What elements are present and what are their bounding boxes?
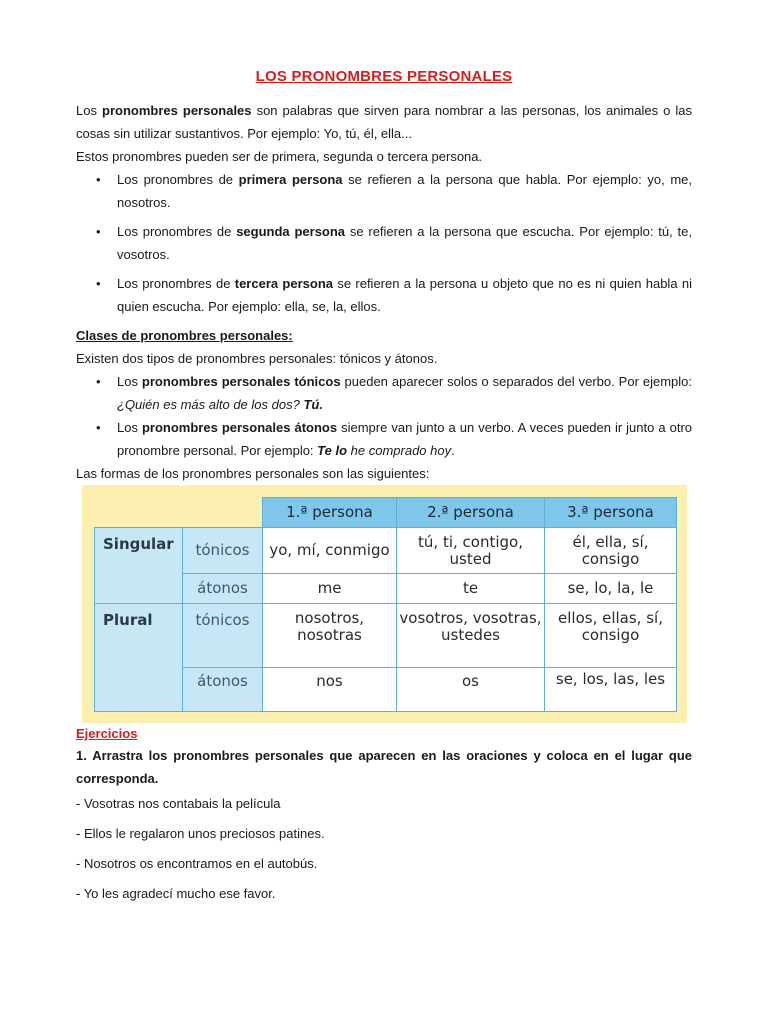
table-cell: tú, ti, contigo, usted [397,528,545,574]
item-text: Los pronombres de [117,172,239,187]
list-item [76,370,692,416]
example-italic: he comprado hoy [347,443,452,458]
exercise-line: - Vosotras nos contabais la película [76,796,281,811]
intro-bold: pronombres personales [102,103,252,118]
pronoun-table-figure [82,485,687,723]
table-cell: nosotros, nosotras [263,604,397,668]
bullet-icon: • [96,172,101,187]
table-header-row [95,498,677,528]
example-bold-italic: Te lo [317,443,348,458]
item-bold: primera persona [238,172,343,187]
sub-label: átonos [183,574,263,604]
item-bold: pronombres personales átonos [141,420,338,435]
row-label-plural: Plural [95,604,183,712]
exercises-heading: Ejercicios [76,726,138,741]
intro-text: Los [76,103,102,118]
table-cell: os [397,668,545,712]
bullet-icon: • [96,374,101,389]
exercises-section [76,726,692,912]
exercise-line: - Yo les agradecí mucho ese favor. [76,886,276,901]
document-page [76,68,692,485]
table-corner [95,498,263,528]
header-cell: 3.ª persona [545,498,677,528]
item-text: siempre van junto a un verbo. A veces pueden ir junto a otro pronombre personal. Por ejemplo: [117,420,692,458]
sub-label: tónicos [183,528,263,574]
table-cell: vosotros, vosotras, ustedes [397,604,545,668]
intro-paragraph-2: Estos pronombres pueden ser de primera, segunda o tercera persona. [76,149,483,164]
bullet-icon: • [96,224,101,239]
exercise-instruction: 1. Arrastra los pronombres personales que aparecen en las oraciones y coloca en el lugar que corresponda. [76,748,692,786]
bullet-icon: • [96,276,101,291]
list-item [76,168,692,214]
item-bold: tercera persona [234,276,334,291]
list-item [76,220,692,266]
table-cell: se, lo, la, le [545,574,677,604]
item-text: Los pronombres de [117,276,235,291]
row-label-singular: Singular [95,528,183,604]
person-list [76,168,692,318]
item-bold: pronombres personales tónicos [141,374,341,389]
item-text: Los pronombres de [117,224,237,239]
classes-intro: Existen dos tipos de pronombres personales: tónicos y átonos. [76,351,438,366]
list-item [76,272,692,318]
table-cell: se, los, las, les [545,668,677,712]
bullet-icon: • [96,420,101,435]
exercise-line: - Ellos le regalaron unos preciosos patines. [76,826,325,841]
table-row [95,604,677,668]
item-text: pueden aparecer solos o separados del verbo. Por ejemplo: [340,374,693,389]
exercise-lines [76,792,692,905]
example-italic: ¿Quién es más alto de los dos? [117,397,304,412]
pronoun-table [94,497,677,712]
item-text: Los [117,374,142,389]
table-cell: nos [263,668,397,712]
table-cell: él, ella, sí, consigo [545,528,677,574]
table-cell: te [397,574,545,604]
classes-list [76,370,692,462]
header-cell: 2.ª persona [397,498,545,528]
table-row [95,574,677,604]
table-cell: ellos, ellas, sí, consigo [545,604,677,668]
table-row [95,528,677,574]
table-row [95,668,677,712]
item-text: Los [117,420,142,435]
item-bold: segunda persona [236,224,346,239]
exercise-line: - Nosotros os encontramos en el autobús. [76,856,318,871]
sub-label: tónicos [183,604,263,668]
item-text: se refieren a la persona que habla. Por ejemplo: yo, me, nosotros. [117,172,693,210]
item-text: se refieren a la persona u objeto que no es ni quien habla ni quien escucha. Por ejemplo: ella, se, la, ellos. [117,276,692,314]
example-bold-italic: Tú. [303,397,323,412]
table-cell: me [263,574,397,604]
sub-label: átonos [183,668,263,712]
section-heading: Clases de pronombres personales: [76,328,293,343]
forms-intro: Las formas de los pronombres personales son las siguientes: [76,466,430,481]
item-text: se refieren a la persona que escucha. Por ejemplo: tú, te, vosotros. [117,224,692,262]
item-text: . [451,443,455,458]
header-cell: 1.ª persona [263,498,397,528]
table-cell: yo, mí, conmigo [263,528,397,574]
intro-text-rest: son palabras que sirven para nombrar a las personas, los animales o las cosas sin utilizar sustantivos. Por ejemplo: Yo, tú, él, ella... [76,103,692,141]
page-title: LOS PRONOMBRES PERSONALES [255,68,513,85]
intro-paragraph [76,99,692,145]
list-item [76,416,692,462]
